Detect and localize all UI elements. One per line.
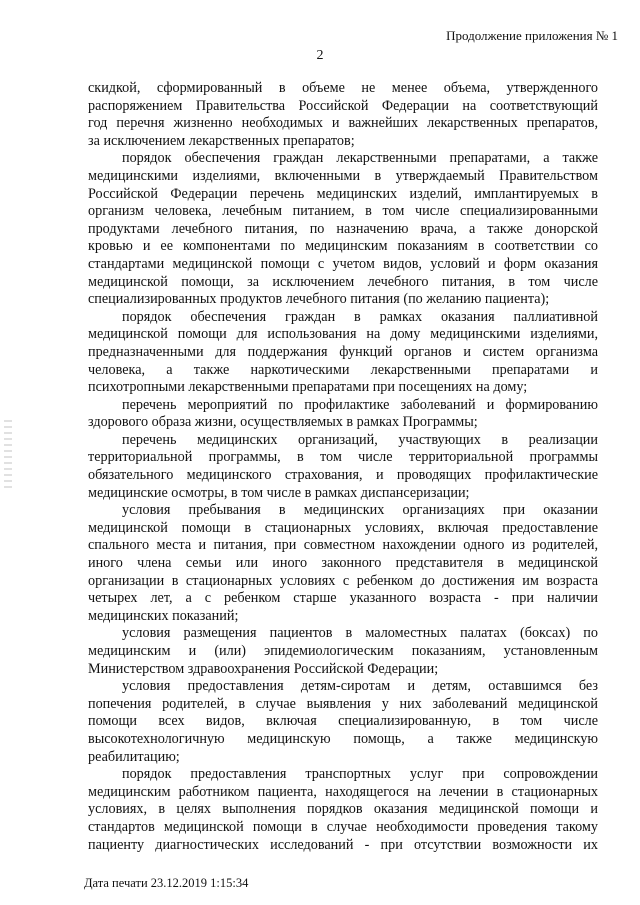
text-line: высокотехнологичную медицинскую помощь, а также медицинскую (88, 730, 598, 747)
text-line: психотропными лекарственными препаратами при посещениях на дому; (88, 379, 528, 396)
text-line: человека, а также наркотическими лекарственными препаратами и (88, 361, 598, 378)
text-line: реабилитацию; (88, 748, 180, 765)
appendix-continuation-note: Продолжение приложения № 1 (446, 28, 618, 43)
text-line: помощи всех видов, включая специализированную, в том числе (88, 713, 598, 730)
text-line: организм человека, лечебным питанием, в том числе специализированными (88, 203, 598, 220)
text-line: Министерством здравоохранения Российской Федерации; (88, 660, 439, 677)
text-line: спального места и питания, при совместном нахождении одного из родителей, (88, 537, 598, 554)
text-line: медицинским работником пациента, находящегося на лечении в стационарных (88, 783, 598, 800)
text-line: продуктами лечебного питания, по назначению врача, а также донорской (88, 220, 598, 237)
text-line: медицинских показаний; (88, 607, 239, 624)
side-margin-mark (4, 420, 12, 490)
text-line: медицинские осмотры, в том числе в рамках диспансеризации; (88, 484, 470, 501)
text-line: перечень мероприятий по профилактике заболеваний и формированию (122, 396, 598, 413)
text-line: порядок предоставления транспортных услуг при сопровождении (122, 766, 598, 783)
text-line: распоряжением Правительства Российской Федерации на соответствующий (88, 97, 598, 114)
text-line: попечения родителей, в случае выявления у них заболеваний медицинской (88, 695, 598, 712)
text-line: скидкой, сформированный в объеме не менее объема, утвержденного (88, 80, 598, 96)
text-line: перечень медицинских организаций, участвующих в реализации (122, 431, 598, 448)
text-line: организации в стационарных условиях с ребенком до достижения им возраста (88, 572, 598, 589)
text-line: Российской Федерации перечень медицинских изделий, имплантируемых в (88, 185, 598, 202)
page-number: 2 (316, 48, 324, 63)
text-line: условия предоставления детям-сиротам и детям, оставшимся без (122, 678, 598, 695)
text-line: год перечня жизненно необходимых и важнейших лекарственных препаратов, (88, 115, 598, 132)
text-line: условия пребывания в медицинских организациях при оказании (122, 502, 598, 519)
document-body (88, 80, 598, 854)
text-line: территориальной программы, в том числе территориальной программы (88, 449, 598, 466)
text-line: условия размещения пациентов в маломестных палатах (боксах) по (122, 625, 598, 642)
text-line: медицинским и (или) эпидемиологическим показаниям, установленным (88, 643, 598, 659)
text-line: за исключением лекарственных препаратов; (88, 132, 355, 149)
text-line: пациенту диагностических исследований - при отсутствии возможности их (88, 836, 598, 853)
text-line: медицинской помощи для использования на дому медицинскими изделиями, (88, 326, 598, 343)
text-line: стандартами медицинской помощи с учетом видов, условий и форм оказания (88, 255, 598, 272)
text-line: кровью и ее компонентами по медицинским показаниям в соответствии со (88, 238, 598, 255)
text-line: условиях, в целях выполнения порядков оказания медицинской помощи и (88, 801, 598, 818)
text-line: порядок обеспечения граждан лекарственными препаратами, а также (122, 150, 598, 167)
print-date: Дата печати 23.12.2019 1:15:34 (84, 876, 249, 890)
text-line: медицинской помощи в стационарных условиях, включая предоставление (88, 519, 598, 536)
text-line: здорового образа жизни, осуществляемых в рамках Программы; (88, 414, 478, 431)
text-line: медицинскими изделиями, включенными в утверждаемый Правительством (88, 167, 598, 184)
text-line: четырех лет, а с ребенком старше указанного возраста - при наличии (88, 590, 598, 607)
text-line: медицинской помощи, за исключением лечебного питания, в том числе (88, 273, 598, 290)
text-line: стандартов медицинской помощи в случае необходимости проведения такому (88, 818, 598, 835)
text-line: обязательного медицинского страхования, и проводящих профилактические (88, 467, 598, 484)
text-line: порядок обеспечения граждан в рамках оказания паллиативной (122, 308, 598, 325)
text-line: иного члена семьи или иного законного представителя в медицинской (88, 555, 598, 572)
text-line: специализированных продуктов лечебного питания (по желанию пациента); (88, 291, 550, 308)
text-line: предназначенными для поддержания функций органов и систем организма (88, 343, 598, 360)
